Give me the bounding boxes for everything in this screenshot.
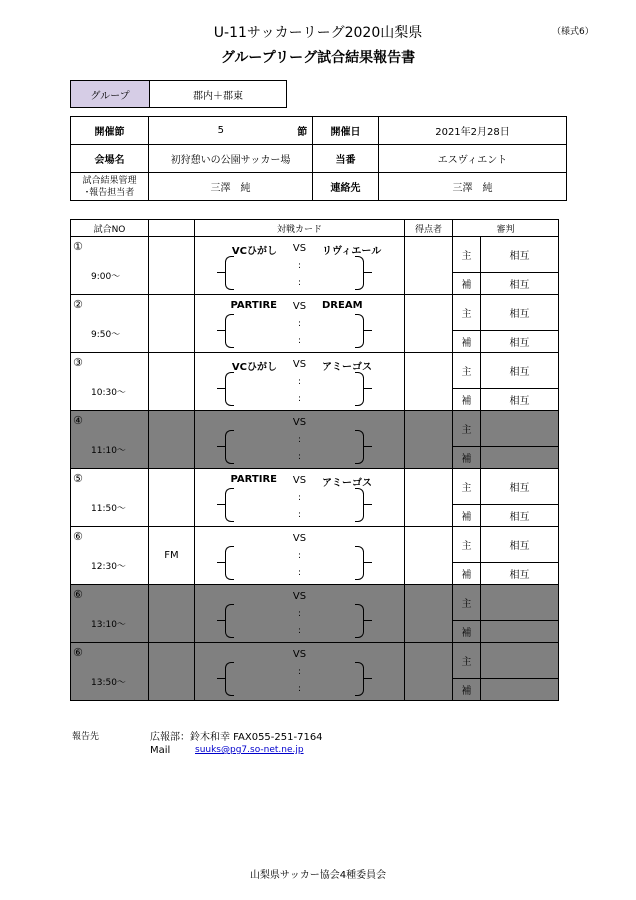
away-team: リヴィエール <box>322 246 382 257</box>
footer-organization: 山梨県サッカー協会4種委員会 <box>249 870 387 881</box>
vs-label: VS <box>292 301 307 312</box>
match-number: ⑥ <box>73 646 83 659</box>
document-subtitle: グループリーグ試合結果報告書 <box>220 50 416 66</box>
match-card-content <box>195 643 404 700</box>
match-card-content <box>195 527 404 584</box>
referee-sub-value <box>481 447 559 469</box>
group-label: グループ <box>71 81 150 108</box>
match-no-cell <box>71 643 149 701</box>
referee-sub-value: 相互 <box>481 331 559 353</box>
referee-main-role: 主 <box>453 585 481 621</box>
score-colon-second-half: : <box>297 684 302 694</box>
referee-main-value <box>481 585 559 621</box>
match-row <box>71 469 559 505</box>
match-table <box>70 219 559 701</box>
referee-sub-value <box>481 679 559 701</box>
header-match-no: 試合NO <box>71 220 149 237</box>
referee-sub-role: 補 <box>453 331 481 353</box>
header-scorer: 得点者 <box>405 220 453 237</box>
match-note <box>149 295 195 353</box>
match-time: 11:50～ <box>91 504 126 514</box>
round-unit: 節 <box>293 117 313 145</box>
match-no-cell <box>71 237 149 295</box>
match-row <box>71 353 559 389</box>
match-card <box>195 411 405 469</box>
match-card <box>195 643 405 701</box>
vs-label: VS <box>292 243 307 254</box>
match-time: 13:10～ <box>91 620 126 630</box>
mail-label: Mail <box>150 745 171 756</box>
match-card <box>195 469 405 527</box>
referee-main-role: 主 <box>453 295 481 331</box>
score-colon-first-half: : <box>297 261 302 271</box>
referee-sub-value: 相互 <box>481 505 559 527</box>
date-label: 開催日 <box>313 117 379 145</box>
right-bracket <box>355 430 364 464</box>
match-number: ① <box>73 240 83 253</box>
report-label: 報告先 <box>72 732 100 742</box>
match-time: 11:10～ <box>91 446 126 456</box>
match-note <box>149 237 195 295</box>
vs-label: VS <box>292 533 307 544</box>
date-value: 2021年2月28日 <box>379 117 567 145</box>
vs-label: VS <box>292 417 307 428</box>
home-team: PARTIRE <box>230 474 277 485</box>
match-row <box>71 295 559 331</box>
match-no-cell <box>71 469 149 527</box>
vs-label: VS <box>292 475 307 486</box>
match-card-content <box>195 353 404 410</box>
match-row <box>71 643 559 679</box>
score-colon-first-half: : <box>297 551 302 561</box>
match-time: 9:50～ <box>91 330 121 340</box>
score-colon-first-half: : <box>297 435 302 445</box>
match-note <box>149 643 195 701</box>
right-bracket <box>355 256 364 290</box>
mail-link[interactable]: suuks@pg7.so-net.ne.jp <box>195 745 304 755</box>
score-colon-first-half: : <box>297 377 302 387</box>
scorer-cell <box>405 469 453 527</box>
right-bracket <box>355 604 364 638</box>
score-colon-second-half: : <box>297 510 302 520</box>
scorer-cell <box>405 411 453 469</box>
score-colon-first-half: : <box>297 493 302 503</box>
right-bracket <box>355 546 364 580</box>
score-colon-second-half: : <box>297 278 302 288</box>
score-colon-second-half: : <box>297 336 302 346</box>
match-card <box>195 237 405 295</box>
match-time: 9:00～ <box>91 272 121 282</box>
form-number: （様式6） <box>552 27 594 37</box>
scorer-cell <box>405 643 453 701</box>
match-card-content <box>195 469 404 526</box>
referee-sub-role: 補 <box>453 563 481 585</box>
match-row <box>71 527 559 563</box>
match-row <box>71 585 559 621</box>
referee-sub-role: 補 <box>453 447 481 469</box>
scorer-cell <box>405 585 453 643</box>
match-number: ③ <box>73 356 83 369</box>
score-colon-second-half: : <box>297 626 302 636</box>
contact-value: 三澤 純 <box>379 173 567 201</box>
referee-main-value: 相互 <box>481 237 559 273</box>
scorer-cell <box>405 237 453 295</box>
away-team: アミーゴス <box>322 362 372 373</box>
match-no-cell <box>71 527 149 585</box>
scorer-cell <box>405 527 453 585</box>
match-number: ⑤ <box>73 472 83 485</box>
right-bracket <box>355 662 364 696</box>
referee-main-value: 相互 <box>481 527 559 563</box>
match-number: ⑥ <box>73 588 83 601</box>
score-colon-second-half: : <box>297 452 302 462</box>
group-table <box>70 80 287 108</box>
venue-value: 初狩憩いの公園サッカー場 <box>149 145 313 173</box>
referee-sub-role: 補 <box>453 679 481 701</box>
scorer-cell <box>405 295 453 353</box>
vs-label: VS <box>292 591 307 602</box>
match-time: 10:30～ <box>91 388 126 398</box>
referee-main-role: 主 <box>453 469 481 505</box>
scorer-cell <box>405 353 453 411</box>
match-time: 12:30～ <box>91 562 126 572</box>
round-value: 5 <box>149 117 293 145</box>
match-number: ② <box>73 298 83 311</box>
round-label: 開催節 <box>71 117 149 145</box>
contact-label: 連絡先 <box>313 173 379 201</box>
match-no-cell <box>71 295 149 353</box>
manager-value: 三澤 純 <box>149 173 313 201</box>
info-table <box>70 116 567 201</box>
header-blank <box>149 220 195 237</box>
right-bracket <box>355 372 364 406</box>
duty-label: 当番 <box>313 145 379 173</box>
referee-main-value <box>481 643 559 679</box>
referee-sub-value: 相互 <box>481 273 559 295</box>
match-note <box>149 411 195 469</box>
referee-sub-value <box>481 621 559 643</box>
away-team: アミーゴス <box>322 478 372 489</box>
match-note <box>149 353 195 411</box>
match-no-cell <box>71 411 149 469</box>
referee-main-role: 主 <box>453 411 481 447</box>
match-card <box>195 527 405 585</box>
manager-label-line2: ･報告担当者 <box>84 187 135 198</box>
referee-main-role: 主 <box>453 353 481 389</box>
match-number: ④ <box>73 414 83 427</box>
match-card <box>195 353 405 411</box>
score-colon-second-half: : <box>297 394 302 404</box>
manager-label-line1: 試合結果管理 <box>82 175 137 186</box>
referee-main-role: 主 <box>453 643 481 679</box>
match-no-cell <box>71 353 149 411</box>
group-value: 郡内＋郡東 <box>150 81 287 108</box>
vs-label: VS <box>292 649 307 660</box>
referee-sub-role: 補 <box>453 273 481 295</box>
home-team: VCひがし <box>231 246 277 257</box>
match-time: 13:50～ <box>91 678 126 688</box>
referee-sub-role: 補 <box>453 505 481 527</box>
score-colon-first-half: : <box>297 609 302 619</box>
referee-sub-role: 補 <box>453 389 481 411</box>
right-bracket <box>355 314 364 348</box>
score-colon-first-half: : <box>297 319 302 329</box>
match-card-content <box>195 585 404 642</box>
header-referee: 審判 <box>453 220 559 237</box>
match-card <box>195 295 405 353</box>
away-team: DREAM <box>322 300 363 311</box>
match-note <box>149 469 195 527</box>
report-contact: 広報部：鈴木和幸 FAX055-251-7164 <box>150 732 323 743</box>
match-card <box>195 585 405 643</box>
referee-main-value <box>481 411 559 447</box>
header-card: 対戦カード <box>195 220 405 237</box>
referee-main-value: 相互 <box>481 295 559 331</box>
referee-sub-value: 相互 <box>481 389 559 411</box>
referee-main-role: 主 <box>453 527 481 563</box>
referee-sub-role: 補 <box>453 621 481 643</box>
match-row <box>71 411 559 447</box>
match-no-cell <box>71 585 149 643</box>
referee-main-role: 主 <box>453 237 481 273</box>
score-colon-second-half: : <box>297 568 302 578</box>
home-team: VCひがし <box>231 362 277 373</box>
document-title: U-11サッカーリーグ2020山梨県 <box>213 25 423 41</box>
referee-sub-value: 相互 <box>481 563 559 585</box>
referee-main-value: 相互 <box>481 469 559 505</box>
match-card-content <box>195 411 404 468</box>
match-card-content <box>195 237 404 294</box>
manager-label <box>71 173 149 201</box>
match-number: ⑥ <box>73 530 83 543</box>
match-card-content <box>195 295 404 352</box>
vs-label: VS <box>292 359 307 370</box>
match-note <box>149 585 195 643</box>
score-colon-first-half: : <box>297 667 302 677</box>
match-row <box>71 237 559 273</box>
duty-value: エスヴィエント <box>379 145 567 173</box>
referee-main-value: 相互 <box>481 353 559 389</box>
right-bracket <box>355 488 364 522</box>
match-note: FM <box>149 527 195 585</box>
venue-label: 会場名 <box>71 145 149 173</box>
home-team: PARTIRE <box>230 300 277 311</box>
